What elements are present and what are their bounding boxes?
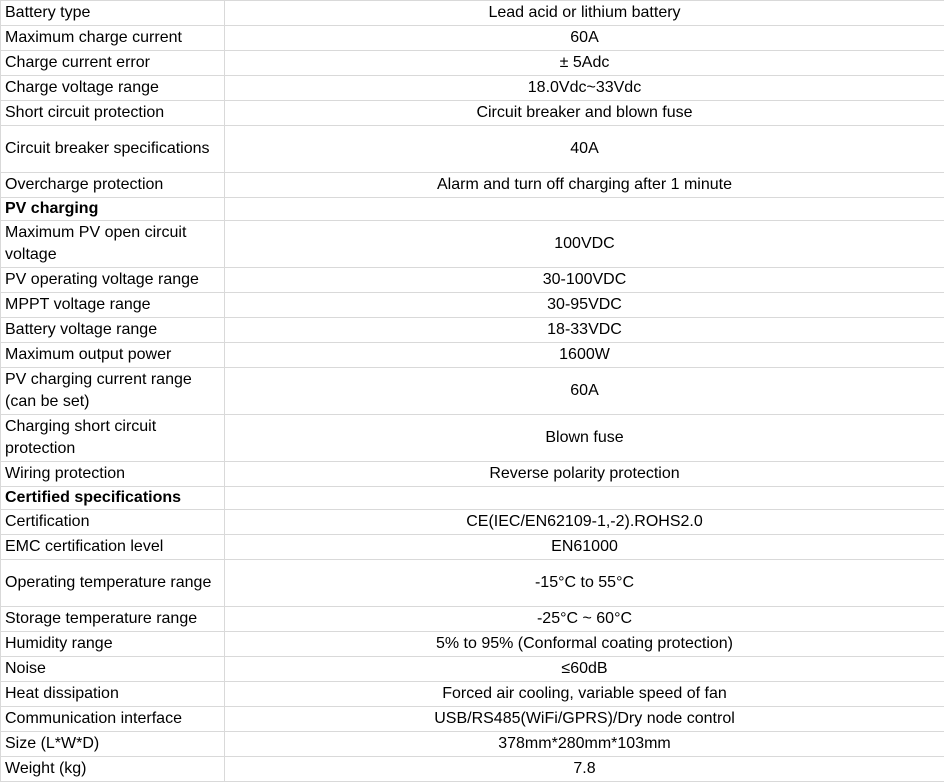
spec-label: Size (L*W*D): [1, 732, 225, 757]
spec-value: CE(IEC/EN62109-1,-2).ROHS2.0: [225, 510, 944, 535]
spec-value: -25°C ~ 60°C: [225, 607, 944, 632]
spec-row: [1, 462, 944, 487]
spec-row: [1, 707, 944, 732]
spec-label: Circuit breaker specifications: [1, 126, 225, 173]
spec-row: [1, 368, 944, 415]
spec-label: Charge current error: [1, 51, 225, 76]
spec-label: Operating temperature range: [1, 560, 225, 607]
section-title: Certified specifications: [1, 487, 225, 510]
spec-row: [1, 26, 944, 51]
spec-value: Blown fuse: [225, 415, 944, 462]
spec-row: [1, 221, 944, 268]
spec-value: ± 5Adc: [225, 51, 944, 76]
spec-value: USB/RS485(WiFi/GPRS)/Dry node control: [225, 707, 944, 732]
spec-value: Forced air cooling, variable speed of fan: [225, 682, 944, 707]
spec-row: [1, 318, 944, 343]
spec-label: Communication interface: [1, 707, 225, 732]
spec-row: [1, 343, 944, 368]
spec-row: [1, 632, 944, 657]
section-header-row: [1, 487, 944, 510]
spec-row: [1, 293, 944, 318]
spec-row: [1, 76, 944, 101]
spec-value: 100VDC: [225, 221, 944, 268]
spec-value: Alarm and turn off charging after 1 minute: [225, 173, 944, 198]
spec-row: [1, 657, 944, 682]
spec-label: PV operating voltage range: [1, 268, 225, 293]
spec-row: [1, 560, 944, 607]
spec-value: 60A: [225, 26, 944, 51]
spec-label: Charging short circuit protection: [1, 415, 225, 462]
section-title: PV charging: [1, 198, 225, 221]
spec-label: Battery type: [1, 1, 225, 26]
spec-label: Storage temperature range: [1, 607, 225, 632]
spec-label: PV charging current range (can be set): [1, 368, 225, 415]
spec-label: Maximum output power: [1, 343, 225, 368]
spec-row: [1, 415, 944, 462]
spec-label: Battery voltage range: [1, 318, 225, 343]
spec-value: [225, 198, 944, 221]
spec-value: EN61000: [225, 535, 944, 560]
spec-label: Heat dissipation: [1, 682, 225, 707]
spec-label: MPPT voltage range: [1, 293, 225, 318]
spec-value: 60A: [225, 368, 944, 415]
spec-value: 30-95VDC: [225, 293, 944, 318]
spec-row: [1, 682, 944, 707]
spec-value: 40A: [225, 126, 944, 173]
spec-value: 378mm*280mm*103mm: [225, 732, 944, 757]
spec-label: Humidity range: [1, 632, 225, 657]
spec-label: Maximum charge current: [1, 26, 225, 51]
spec-value: Lead acid or lithium battery: [225, 1, 944, 26]
spec-row: [1, 126, 944, 173]
spec-row: [1, 607, 944, 632]
spec-row: [1, 757, 944, 782]
spec-row: [1, 51, 944, 76]
spec-value: 30-100VDC: [225, 268, 944, 293]
spec-label: EMC certification level: [1, 535, 225, 560]
spec-row: [1, 173, 944, 198]
spec-label: Noise: [1, 657, 225, 682]
spec-value: [225, 487, 944, 510]
spec-label: Charge voltage range: [1, 76, 225, 101]
spec-table-body: [1, 1, 944, 782]
spec-label: Wiring protection: [1, 462, 225, 487]
spec-value: 1600W: [225, 343, 944, 368]
spec-value: ≤60dB: [225, 657, 944, 682]
spec-row: [1, 268, 944, 293]
spec-value: Reverse polarity protection: [225, 462, 944, 487]
spec-value: -15°C to 55°C: [225, 560, 944, 607]
spec-row: [1, 535, 944, 560]
spec-label: Maximum PV open circuit voltage: [1, 221, 225, 268]
spec-row: [1, 101, 944, 126]
spec-value: 18-33VDC: [225, 318, 944, 343]
spec-label: Overcharge protection: [1, 173, 225, 198]
spec-value: 18.0Vdc~33Vdc: [225, 76, 944, 101]
spec-value: 5% to 95% (Conformal coating protection): [225, 632, 944, 657]
section-header-row: [1, 198, 944, 221]
spec-value: Circuit breaker and blown fuse: [225, 101, 944, 126]
spec-label: Short circuit protection: [1, 101, 225, 126]
spec-row: [1, 510, 944, 535]
spec-row: [1, 1, 944, 26]
spec-label: Certification: [1, 510, 225, 535]
spec-value: 7.8: [225, 757, 944, 782]
spec-row: [1, 732, 944, 757]
spec-label: Weight (kg): [1, 757, 225, 782]
